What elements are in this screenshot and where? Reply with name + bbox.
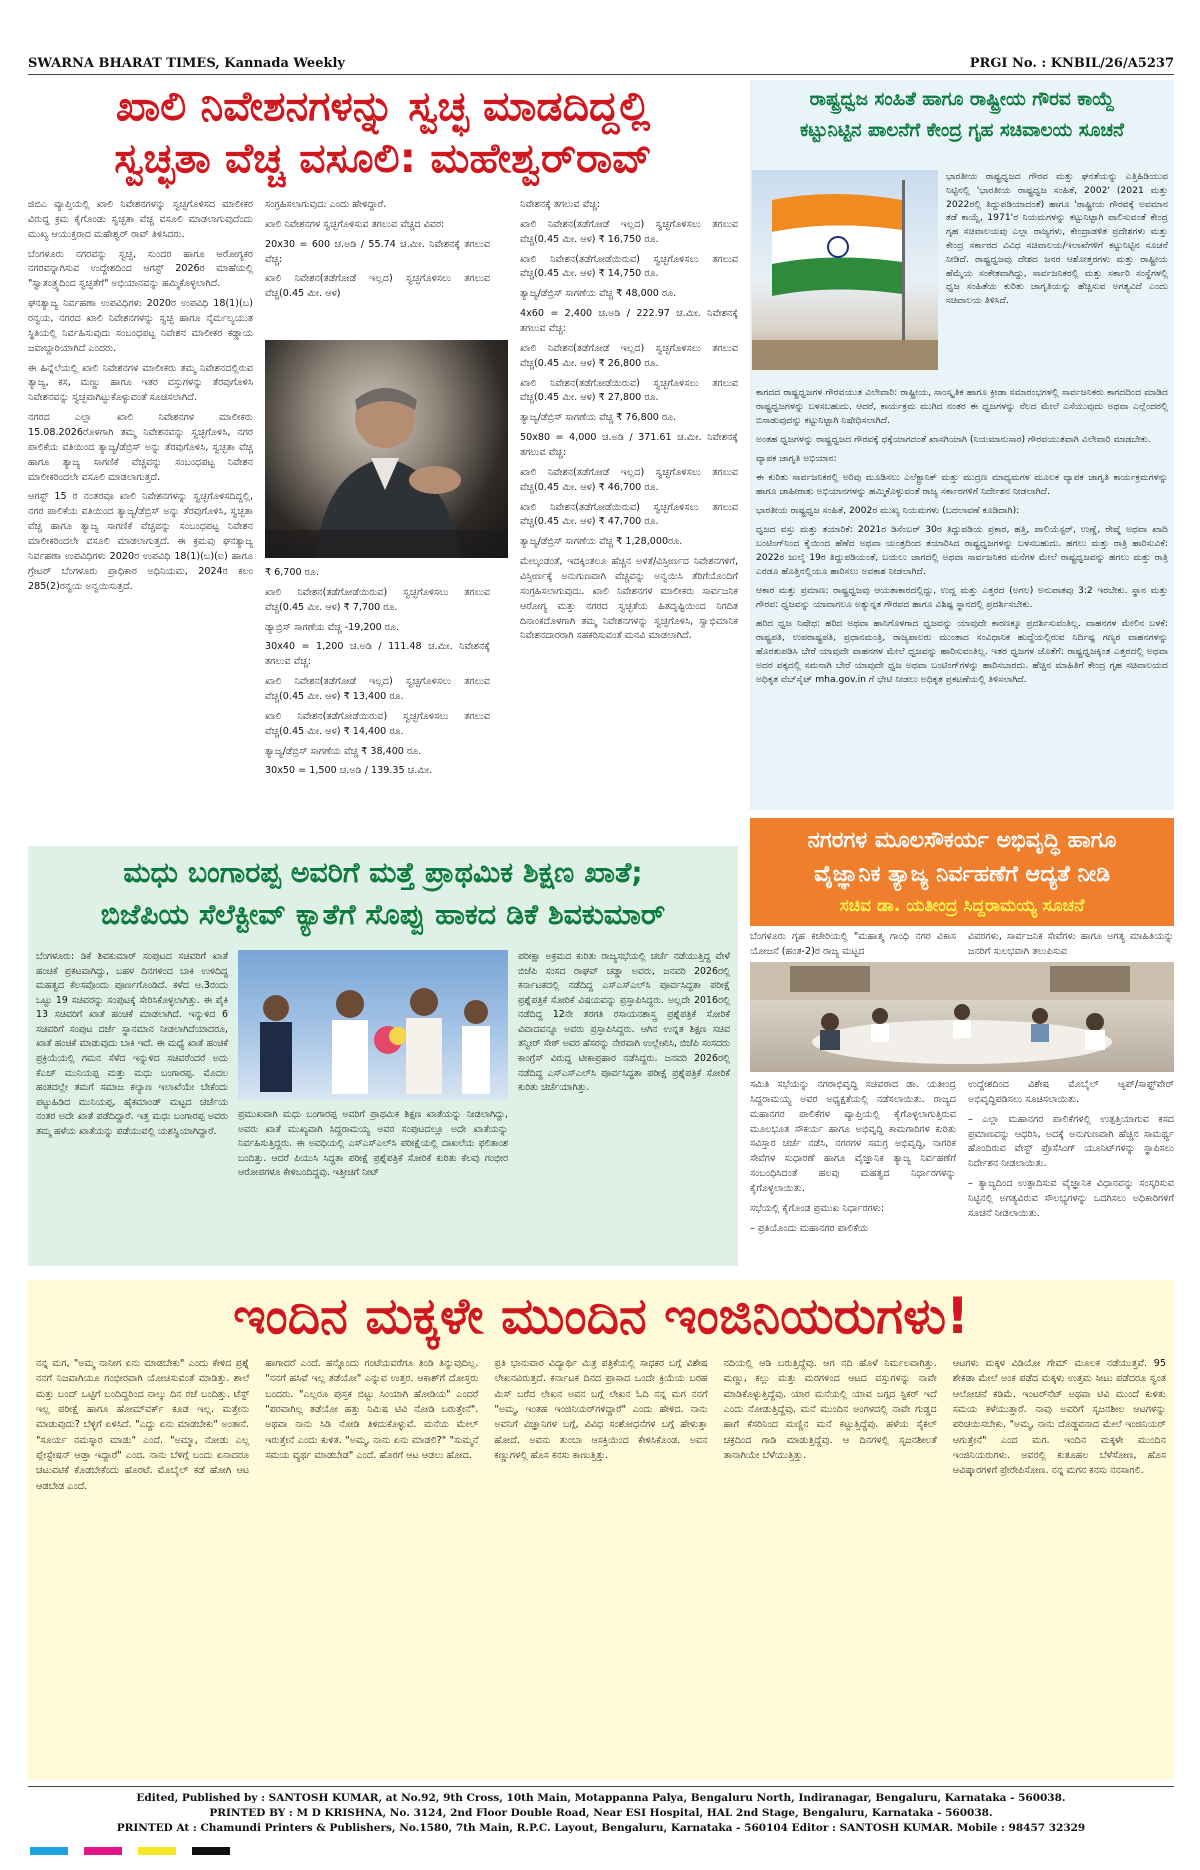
imprint-footer <box>28 1786 1174 1836</box>
paragraph: ಖಾಲಿ ನಿವೇಶನ(ತಡೆಗೋಡೆ ಇಲ್ಲದ) ಸ್ವಚ್ಛಗೊಳಿಸಲು ತಗಲುವ ವೆಚ್ಚ(0.45 ಮೀ. ಆಳ) <box>265 273 490 300</box>
paragraph: 20x30 = 600 ಚ.ಅಡಿ / 55.74 ಚ.ಮೀ. ನಿವೇಶನಕ್ಕೆ ತಗಲುವ ವೆಚ್ಚ: <box>265 238 490 265</box>
paragraph: 4x60 = 2,400 ಚ.ಅಡಿ / 222.97 ಚ.ಮೀ. ನಿವೇಶನಕ್ಕೆ ತಗಲುವ ವೆಚ್ಚ: <box>520 308 738 335</box>
headline-line-2: ಬಿಜೆಪಿಯ ಸೆಲೆಕ್ಟೀವ್ ಕ್ಯಾತೆಗೆ ಸೊಪ್ಪು ಹಾಕದ ಡಿಕೆ ಶಿವಕುಮಾರ್ <box>100 898 666 931</box>
paragraph: ಸಮಿತಿ ಸಭೆಯನ್ನು ನಗರಾಭಿವೃದ್ಧಿ ಸಚಿವರಾದ ಡಾ. ಯತೀಂದ್ರ ಸಿದ್ದರಾಮಯ್ಯ ಅವರ ಅಧ್ಯಕ್ಷತೆಯಲ್ಲಿ ನಡೆಸಲಾಯಿತು. ರಾಜ್ಯದ ಮಹಾನಗರ ಪಾಲಿಕೆಗಳ ವ್ಯಾಪ್ತಿಯಲ್ಲಿ ಕೈಗೊಳ್ಳಲಾಗುತ್ತಿರುವ ಮೂಲಭೂತ ಸೌಕರ್ಯ ಹಾಗೂ ಅಭಿವೃದ್ಧಿ ಕಾಮಗಾರಿಗಳ ಕುರಿತು ಸವಿಸ್ತಾರ ಚರ್ಚೆ ನಡೆಸಿ, ನಗರಗಳ ಸಮಗ್ರ ಅಭಿವೃದ್ಧಿ, ನಾಗರಿಕ ಸೇವೆಗಳ ಸುಧಾರಣೆ ಹಾಗೂ ವೈಜ್ಞಾನಿಕ ತ್ಯಾಜ್ಯ ನಿರ್ವಹಣೆಗೆ ಸಂಬಂಧಿಸಿದಂತೆ ಹಲವು ಮಹತ್ವದ ನಿರ್ಧಾರಗಳನ್ನು ಕೈಗೊಳ್ಳಲಾಯಿತು. <box>750 1079 956 1195</box>
paragraph: ಬೆಂಗಳೂರು ನಗರವನ್ನು ಸ್ವಚ್ಛ, ಸುಂದರ ಹಾಗೂ ಆರೋಗ್ಯಕರ ನಗರವನ್ನಾಗಿಸುವ ಉದ್ದೇಶದಿಂದ ಆಗಸ್ಟ್ 2026ರ ಮಾಹೆಯಲ್ಲಿ "ಸ್ವಾತಂತ್ರ್ಯದಿಂದ ಸ್ವಚ್ಛತೆಗೆ" ಅಭಿಯಾನವನ್ನು ಹಮ್ಮಿಕೊಳ್ಳಲಾಗಿದೆ. <box>28 248 253 290</box>
paragraph: ಈ ಕುರಿತು ಸಾರ್ವಜನಿಕರಲ್ಲಿ ಅರಿವು ಮೂಡಿಸಲು ಎಲೆಕ್ಟ್ರಾನಿಕ್ ಮತ್ತು ಮುದ್ರಣ ಮಾಧ್ಯಮಗಳ ಮೂಲಕ ವ್ಯಾಪಕ ಜಾಗೃತಿ ಕಾರ್ಯಕ್ರಮಗಳನ್ನು ಹಾಗೂ ಜಾಹೀರಾತು ಅಭಿಯಾನಗಳನ್ನು ಹಮ್ಮಿಕೊಳ್ಳುವಂತೆ ರಾಜ್ಯ ಸರ್ಕಾರಗಳಿಗೆ ನಿರ್ದೇಶನ ನೀಡಲಾಗಿದೆ. <box>756 471 1168 497</box>
paragraph: ತ್ಯಾಜ್ಯ/ಡೆಬ್ರಿಸ್ ಸಾಗಣೆಯ ವೆಚ್ಚ ₹ 38,400 ರೂ. <box>265 745 422 757</box>
paragraph: ನದಿಯಲ್ಲಿ ಆಡಿ ಬರುತ್ತಿದ್ದೆವು. ಆಗ ನದಿ ಹೊಳೆ ನಿರ್ಮಲವಾಗಿತ್ತು. ಮಣ್ಣು, ಕಲ್ಲು ಮತ್ತು ಮರಗಳಿಂದ ಆಟದ ವಸ್ತುಗಳನ್ನು ನಾವೇ ಮಾಡಿಕೊಳ್ಳುತ್ತಿದ್ದೆವು. ಯಾರ ಮನೆಯಲ್ಲಿ ಯಾವ ಬಗ್ಗದ ಸ್ಟಿಕರ್ ಇದೆ ಎಂದು ನೋಡುತ್ತಿದ್ದೆವು. ಮನೆ ಮುಂದಿನ ಅಂಗಳದಲ್ಲಿ ನಾವೇ ಗುಡ್ಡದ ಹಾಗೆ ಕೆಸರಿನಿಂದ ಮಣ್ಣಿನ ಮನೆ ಕಟ್ಟುತ್ತಿದ್ದೆವು. ಹಳೆಯ ಸೈಕಲ್ ಚಕ್ರದಿಂದ ಗಾಡಿ ಮಾಡುತ್ತಿದ್ದೆವು. ಆ ದಿನಗಳಲ್ಲಿ ಸೃಜನಶೀಲತೆ ತಾನಾಗಿಯೇ ಬೆಳೆಯುತ್ತಿತ್ತು. <box>723 1358 937 1462</box>
person-speaking-illustration <box>265 340 508 558</box>
paragraph: ಖಾಲಿ ನಿವೇಶನ(ತಡೆಗೋಡೆಯಿರುವ) ಸ್ವಚ್ಛಗೊಳಿಸಲು ತಗಲುವ ವೆಚ್ಚ(0.45 ಮೀ. ಆಳ) ₹ 47,700 ರೂ. <box>520 501 738 528</box>
article-urban-infra-intro-right <box>968 930 1174 958</box>
color-swatch-yellow <box>138 1847 176 1855</box>
article-education-portfolio-col-left <box>36 950 228 1260</box>
paragraph: 30x50 = 1,500 ಚ.ಅಡಿ / 139.35 ಚ.ಮೀ. <box>265 765 433 777</box>
color-swatch-black <box>192 1847 230 1855</box>
paragraph: ಉದ್ದೇಶದಿಂದ ವಿಶೇಷ ಮೊಬೈಲ್ ಆ್ಯಪ್/ಸಾಫ್ಟ್‌ವೇರ್ ಅಭಿವೃದ್ಧಿಪಡಿಸಲು ಸೂಚಿಸಲಾಯಿತು. <box>968 1079 1174 1105</box>
article-vacant-plots-col2-bottom <box>265 566 490 838</box>
color-swatch-magenta <box>84 1847 122 1855</box>
paragraph: ಪ್ರತಿ ಭಾನುವಾರ ವಿದ್ಯಾರ್ಥಿ ಮಿತ್ರ ಪತ್ರಿಕೆಯಲ್ಲಿ ಸಾಧಕರ ಬಗ್ಗೆ ವಿಶೇಷ ಲೇಖನವಿರುತ್ತದೆ. ಕರ್ನಾಟಕ ದಿನದ ಪ್ರಾಸಾದ ಒಂದೇ ಕ್ರಿಯೆಯ ಬರಹ ಮಿಸ್ ಬರೆದ ಲೇಖನ ಅವನ ಬಗ್ಗೆ ಲೇಖನ ಓದಿ ನನ್ನ ಮಗ ನನಗೆ "ಅಮ್ಮ, ಇಂತಹ ಇಂಜಿನಿಯರ್‌ಗಳಿದ್ದಾರೆ" ಎಂದು ಹೇಳಿದ. ನಾನು ಅವನಿಗೆ ವಿಜ್ಞಾನಿಗಳ ಬಗ್ಗೆ, ವಿವಿಧ ಸಂಶೋಧನೆಗಳ ಬಗ್ಗೆ ಹೇಳುತ್ತಾ ಹೋದೆ. ಅವನು ತುಂಬಾ ಆಸಕ್ತಿಯಿಂದ ಕೇಳಿಸಿಕೊಂಡ. ಅವನ ಕಣ್ಣುಗಳಲ್ಲಿ ಹೊಸ ಕನಸು ಕಾಣುತ್ತಿತ್ತು. <box>494 1358 708 1462</box>
paragraph: ಸಂಗ್ರಹಿಸಲಾಗುವುದು ಎಂದು ಹೇಳಿದ್ದಾರೆ. <box>265 199 387 210</box>
paragraph: ಆಗಸ್ಟ್ 15 ರ ನಂತರವೂ ಖಾಲಿ ನಿವೇಶನಗಳನ್ನು ಸ್ವಚ್ಛಗೊಳಿಸದಿದ್ದಲ್ಲಿ, ನಗರ ಪಾಲಿಕೆಯ ವತಿಯಿಂದ ತ್ಯಾಜ್ಯ/ಡೆಬ್ರಿಸ್ ಅನ್ನು ತೆರವುಗೊಳಿಸಿ, ಸ್ವಚ್ಛತಾ ವೆಚ್ಚ ಹಾಗೂ ತ್ಯಾಜ್ಯ ಸಾಗಣಿಕೆ ವೆಚ್ಚವನ್ನು ಸಂಬಂಧಪಟ್ಟ ನಿವೇಶನ ಮಾಲೀಕರಿಂದಲೇ ವಸೂಲಿ ಮಾಡಲಾಗುತ್ತದೆ. ಈ ಕ್ರಮವು ಘನತ್ಯಾಜ್ಯ ನಿರ್ವಹಣಾ ಉಪವಿಧಿಗಳು 2020ರ ಉಪವಿಧಿ 18(1)(ಬ)(ಐ) ಹಾಗೂ ಗ್ರೇಟರ್ ಬೆಂಗಳೂರು ಪ್ರಾಧಿಕಾರ ಅಧಿನಿಯಮ, 2024ರ ಕಲಂ 285(2)ರನ್ವಯ ಅನ್ವಯಿಸುತ್ತದೆ. <box>28 491 253 592</box>
article-flag-code-body <box>756 386 1168 806</box>
paragraph: ಖಾಲಿ ನಿವೇಶನಗಳ ಸ್ವಚ್ಛಗೊಳಿಸುವ ತಗಲುವ ವೆಚ್ಚದ ವಿವರ: <box>265 218 445 230</box>
intro-left-text: ಬೆಂಗಳೂರು ಗೃಹ ಕಚೇರಿಯಲ್ಲಿ "ಮಹಾತ್ಮ ಗಾಂಧಿ ನಗರ ವಿಕಾಸ ಯೋಜನೆ (ಹಂತ-2)ರ ರಾಜ್ಯ ಮಟ್ಟದ <box>750 931 956 957</box>
color-swatch-cyan <box>30 1847 68 1855</box>
article-flag-code-intro <box>946 170 1168 380</box>
article-education-portfolio <box>28 846 738 1266</box>
article-future-engineers-body <box>36 1356 1166 1774</box>
ministers-group-illustration <box>238 950 508 1100</box>
paragraph: ಖಾಲಿ ನಿವೇಶನ(ತಡೆಗೋಡೆಯಿರುವ) ಸ್ವಚ್ಛಗೊಳಿಸಲು ತಗಲುವ ವೆಚ್ಚ(0.45 ಮೀ. ಆಳ) ₹ 14,750 ರೂ. <box>520 253 738 280</box>
paragraph: 30x40 = 1,200 ಚ.ಅಡಿ / 111.48 ಚ.ಮೀ. ನಿವೇಶನಕ್ಕೆ ತಗಲುವ ವೆಚ್ಚ: <box>265 641 490 668</box>
paragraph: ಮೇಲ್ಕಂಡಂತೆ, ಇದಕ್ಕಿಂತಲೂ ಹೆಚ್ಚಿನ ಅಳತೆ/ವಿಸ್ತೀರ್ಣದ ನಿವೇಶನಗಳಿಗೆ, ವಿಸ್ತೀರ್ಣಕ್ಕೆ ಅನುಗುಣವಾಗಿ ವೆಚ್ಚವನ್ನು ಅನ್ವಯಿಸಿ ತೆರಿಗೆಯೊಂದಿಗೆ ಸಂಗ್ರಹಿಸಲಾಗುವುದು. ಖಾಲಿ ನಿವೇಶನಗಳ ಮಾಲೀಕರು ಸಾರ್ವಜನಿಕ ಆರೋಗ್ಯ ಮತ್ತು ನಗರದ ಸ್ವಚ್ಛತೆಯ ಹಿತದೃಷ್ಟಿಯಿಂದ ನಿಗದಿತ ದಿನಾಂಕದೊಳಗಾಗಿ ತಮ್ಮ ನಿವೇಶನಗಳನ್ನು ಸ್ವಚ್ಛಗೊಳಿಸಿ, ಸ್ವಾಭಿಮಾನಿಕ ನಿವೇಶನದಾರರಾಗಿ ಸಹಕರಿಸುವಂತೆ ಮನವಿ ಮಾಡಲಾಗಿದೆ. <box>520 556 738 642</box>
article-future-engineers-headline: ಇಂದಿನ ಮಕ್ಕಳೇ ಮುಂದಿನ ಇಂಜಿನಿಯರುಗಳು! <box>233 1287 969 1345</box>
paragraph: ಹರಿದ ಧ್ವಜ ನಿಷೇಧ: ಹರಿದ ಅಥವಾ ಹಾನಿಗೊಳಗಾದ ಧ್ವಜವನ್ನು ಯಾವುದೇ ಕಾರಣಕ್ಕೂ ಪ್ರದರ್ಶಿಸುವಂತಿಲ್ಲ. ವಾಹನಗಳ ಮೇಲಿನ ಬಳಕೆ: ರಾಷ್ಟ್ರಪತಿ, ಉಪರಾಷ್ಟ್ರಪತಿ, ಪ್ರಧಾನಮಂತ್ರಿ, ರಾಜ್ಯಪಾಲರು ಮುಂತಾದ ಸಂವಿಧಾನಿಕ ಹುದ್ದೆಯಲ್ಲಿರುವ ನಿರ್ದಿಷ್ಟ ಗಣ್ಯರ ವಾಹನಗಳನ್ನು ಹೊರತುಪಡಿಸಿ ಬೇರೆ ಯಾವುದೇ ವಾಹನಗಳ ಮೇಲೆ ಧ್ವಜವನ್ನು ಹಾರಿಸುವಂತಿಲ್ಲ. ಇತರ ಧ್ವಜಗಳ ಜೊತೆಗೆ: ರಾಷ್ಟ್ರಧ್ವಜಕ್ಕಿಂತ ಎತ್ತರದಲ್ಲಿ ಅಥವಾ ಅದರ ಪಕ್ಕದಲ್ಲಿ ಸಮನಾಗಿ ಬೇರೆ ಯಾವುದೇ ಧ್ವಜ ಅಥವಾ ಬಂಟಿಂಗ್‌ಗಳನ್ನು ಹಾರಿಸಬಾರದು. ಹೆಚ್ಚಿನ ಮಾಹಿತಿಗೆ ಕೇಂದ್ರ ಗೃಹ ಸಚಿವಾಲಯದ ಅಧಿಕೃತ ವೆಬ್‌ಸೈಟ್ mha.gov.in ಗೆ ಭೇಟಿ ನೀಡಲು ಅಧಿಕೃತ ಪ್ರಕಟಣೆಯಲ್ಲಿ ತಿಳಿಸಲಾಗಿದೆ. <box>756 617 1168 685</box>
paragraph: ಧ್ವಜದ ವಸ್ತು ಮತ್ತು ತಯಾರಿಕೆ: 2021ರ ಡಿಸೆಂಬರ್ 30ರ ತಿದ್ದುಪಡಿಯ ಪ್ರಕಾರ, ಹತ್ತಿ, ಪಾಲಿಯೆಸ್ಟರ್, ಉಣ್ಣೆ, ರೇಷ್ಮೆ ಅಥವಾ ಖಾದಿ ಬಂಟಿಂಗ್‌ನಿಂದ ಕೈಯಿಂದ ಹೆಣೆದ ಅಥವಾ ಯಂತ್ರದಿಂದ ತಯಾರಿಸಿದ ರಾಷ್ಟ್ರಧ್ವಜಗಳನ್ನು ಬಳಸಬಹುದು. ಹಗಲು ಮತ್ತು ರಾತ್ರಿ ಹಾರಿಸುವಿಕೆ: 2022ರ ಜುಲೈ 19ರ ತಿದ್ದುಪಡಿಯಂತೆ, ಬಯಲು ಜಾಗದಲ್ಲಿ ಅಥವಾ ಸಾರ್ವಜನಿಕರ ಮನೆಗಳ ಮೇಲೆ ರಾಷ್ಟ್ರಧ್ವಜವನ್ನು ಹಗಲು ಮತ್ತು ರಾತ್ರಿ ಎರಡೂ ಹೊತ್ತಿನಲ್ಲಿಯೂ ಹಾರಿಸಲು ಅವಕಾಶ ನೀಡಲಾಗಿದೆ. <box>756 523 1168 577</box>
article-urban-infra-intro-left <box>750 930 956 958</box>
headline-line-2: ಕಟ್ಟುನಿಟ್ಟಿನ ಪಾಲನೆಗೆ ಕೇಂದ್ರ ಗೃಹ ಸಚಿವಾಲಯ ಸೂಚನೆ <box>799 120 1125 141</box>
paragraph: ಘನತ್ಯಾಜ್ಯ ನಿರ್ವಹಣಾ ಉಪವಿಧಿಗಳು 2020ರ ಉಪವಿಧಿ 18(1)(ಬ) ರನ್ವಯ, ನಗರದ ಖಾಲಿ ನಿವೇಶನಗಳನ್ನು ಸ್ವಚ್ಛ ಹಾಗೂ ನೈರ್ಮಲ್ಯಯುತ ಸ್ಥಿತಿಯಲ್ಲಿ ನಿರ್ವಹಿಸುವುದು ಸಂಬಂಧಪಟ್ಟ ನಿವೇಶನ ಮಾಲೀಕರ ಕಡ್ಡಾಯ ಜವಾಬ್ದಾರಿಯಾಗಿದೆ ಎಂದರು. <box>28 298 253 354</box>
paragraph: ಸಭೆಯಲ್ಲಿ ಕೈಗೊಂಡ ಪ್ರಮುಖ ನಿರ್ಧಾರಗಳು: <box>750 1202 885 1214</box>
paragraph: ಖಾಲಿ ನಿವೇಶನ(ತಡೆಗೋಡೆ ಇಲ್ಲದ) ಸ್ವಚ್ಛಗೊಳಿಸಲು ತಗಲುವ ವೆಚ್ಚ(0.45 ಮೀ. ಆಳ) ₹ 26,800 ರೂ. <box>520 342 738 369</box>
article-flag-code <box>750 80 1174 810</box>
flag-intro-text: ಭಾರತೀಯ ರಾಷ್ಟ್ರಧ್ವಜದ ಗೌರವ ಮತ್ತು ಘನತೆಯನ್ನು ಎತ್ತಿಹಿಡಿಯುವ ನಿಟ್ಟಿನಲ್ಲಿ 'ಭಾರತೀಯ ರಾಷ್ಟ್ರಧ್ವಜ ಸಂಹಿತೆ, 2002' (2021 ಮತ್ತು 2022ರಲ್ಲಿ ತಿದ್ದುಪಡಿಯಾದಂತೆ) ಹಾಗೂ 'ರಾಷ್ಟ್ರೀಯ ಗೌರವಕ್ಕೆ ಅವಮಾನ ತಡೆ ಕಾಯ್ದೆ, 1971'ರ ನಿಯಮಗಳನ್ನು ಕಟ್ಟುನಿಟ್ಟಾಗಿ ಪಾಲಿಸುವಂತೆ ಕೇಂದ್ರ ಗೃಹ ಸಚಿವಾಲಯವು ಎಲ್ಲಾ ರಾಜ್ಯಗಳು, ಕೇಂದ್ರಾಡಳಿತ ಪ್ರದೇಶಗಳು ಮತ್ತು ಕೇಂದ್ರ ಸರ್ಕಾರದ ವಿವಿಧ ಸಚಿವಾಲಯ/ಇಲಾಖೆಗಳಿಗೆ ಕಟ್ಟುನಿಟ್ಟಿನ ಸೂಚನೆ ನೀಡಿದೆ. ರಾಷ್ಟ್ರಧ್ವಜವು ದೇಶದ ಜನರ ಆಶೋತ್ತರಗಳು ಮತ್ತು ರಾಷ್ಟ್ರೀಯ ಹೆಮ್ಮೆಯ ಸಂಕೇತವಾಗಿದ್ದು, ಸಾರ್ವಜನಿಕರಲ್ಲಿ ಮತ್ತು ಸರ್ಕಾರಿ ಸಂಸ್ಥೆಗಳಲ್ಲಿ ಧ್ವಜ ಸಂಹಿತೆಯ ಕುರಿತು ಜಾಗೃತಿಯನ್ನು ಹೆಚ್ಚಿಸುವ ಅಗತ್ಯವಿದೆ ಎಂದು ಸಚಿವಾಲಯ ತಿಳಿಸಿದೆ. <box>946 171 1168 307</box>
paragraph: – ಪ್ರತಿಯೊಂದು ಮಹಾನಗರ ಪಾಲಿಕೆಯ <box>750 1222 868 1234</box>
article-education-portfolio-col-right <box>518 950 730 1260</box>
article-flag-code-headline <box>750 84 1174 146</box>
meeting-photo <box>750 962 1174 1072</box>
paragraph: ನಗರದ ಎಲ್ಲಾ ಖಾಲಿ ನಿವೇಶನಗಳ ಮಾಲೀಕರು 15.08.2026ರೊಳಗಾಗಿ ತಮ್ಮ ನಿವೇಶನವನ್ನು ಸ್ವಚ್ಛಗೊಳಿಸಿ, ನಗರ ಪಾಲಿಕೆಯ ವತಿಯಿಂದ ತ್ಯಾಜ್ಯ/ಡೆಬ್ರಿಸ್ ಅನ್ನು ತೆರವುಗೊಳಿಸಿ, ಸ್ವಚ್ಛತಾ ವೆಚ್ಚ ಹಾಗೂ ತ್ಯಾಜ್ಯ ಸಾಗಣಿಕೆ ವೆಚ್ಚವನ್ನು ಸಂಬಂಧಪಟ್ಟ ನಿವೇಶನ ಮಾಲೀಕರಿಂದಲೇ ವಸೂಲಿ ಮಾಡಲಾಗುತ್ತದೆ. <box>28 412 253 483</box>
article-vacant-plots-col1 <box>28 198 253 838</box>
paragraph: ಹಾಗಾದರೆ ಎಂದೆ. ಹನ್ನೊಂದು ಗಂಟೆಯವರೆಗೂ ತಿಂಡಿ ತಿನ್ನುವುದಿಲ್ಲ. "ನನಗೆ ಹಸಿವೆ ಇಲ್ಲ ತಡೆಯೋ" ಎನ್ನುವ ಉತ್ತರ. ಆಕಾಶ್‌ಗೆ ದೋಸ್ತರು ಬಂದರು. "ಎಲ್ಲರೂ ಪುಸ್ತಕ ಬಿಟ್ಟು ಸಿಂಯಾಗಿ ಹೋಡಿಯ" ಎಂದರೆ "ಪರವಾಗಿಲ್ಲ ತಡೆಯೋ ಹತ್ತು ನಿಮಿಷ ಟಿವಿ ನೋಡಿ ಬರುತ್ತೇನೆ". ಅಥವಾ ನಾನು ಸಿಡಿ ನೋಡಿ ತಿಳಿದುಕೊಳ್ಳುವೆ. ಮನೆಯ ಮೇಲ್ ಇರುತ್ತೇನೆ ಎಂದು ಕುಳಿತ. "ಅಮ್ಮ, ನಾನು ಏನು ಮಾಡಲಿ?" "ಸುಮ್ಮನೆ ಸಮಯ ವ್ಯರ್ಥ ಮಾಡಬೇಡ" ಎಂದೆ. ಹೊರಗೆ ಆಟ ಆಡಲು ಹೋದ. <box>265 1358 479 1462</box>
article-education-portfolio-under-photo <box>238 1108 508 1260</box>
paragraph: ಖಾಲಿ ನಿವೇಶನ(ತಡೆಗೋಡೆ ಇಲ್ಲದ) ಸ್ವಚ್ಛಗೊಳಿಸಲು ತಗಲುವ ವೆಚ್ಚ(0.45 ಮೀ. ಆಳ) ₹ 46,700 ರೂ. <box>520 466 738 493</box>
newspaper-page <box>28 0 1174 1870</box>
headline-line-1: ನಗರಗಳ ಮೂಲಸೌಕರ್ಯ ಅಭಿವೃದ್ಧಿ ಹಾಗೂ <box>807 828 1117 853</box>
paragraph: – ತ್ಯಾಜ್ಯದಿಂದ ಉತ್ಪಾದಿಸುವ ವೈಜ್ಞಾನಿಕ ವಿಧಾನವನ್ನು ಸಂಸ್ಕರಿಸುವ ನಿಟ್ಟಿನಲ್ಲಿ ಅಗತ್ಯವಿರುವ ಸೌಲಭ್ಯಗಳನ್ನು ಒದಗಿಸಲು ಅಧಿಕಾರಿಗಳಿಗೆ ಸೂಚನೆ ನೀಡಲಾಯಿತು. <box>968 1178 1174 1219</box>
imprint-line-2: PRINTED BY : M D KRISHNA, No. 3124, 2nd Floor Double Road, Near ESI Hospital, HAL 2nd Stage, Bengaluru, Karnataka - 560038. <box>209 1807 993 1819</box>
headline-line-2: ವೈಜ್ಞಾನಿಕ ತ್ಯಾಜ್ಯ ನಿರ್ವಹಣೆಗೆ ಆದ್ಯತೆ ನೀಡಿ <box>814 862 1110 887</box>
paragraph: ಡ್ಯಾಬ್ರಿಸ್ ಸಾಗಣೆಯ ವೆಚ್ಚ -19,200 ರೂ. <box>265 621 400 633</box>
national-flag-photo <box>752 170 938 370</box>
article-urban-infra-headline <box>750 824 1174 892</box>
masthead <box>28 52 1174 75</box>
paragraph: ತ್ಯಾಜ್ಯ/ಡೆಬ್ರಿಸ್ ಸಾಗಣೆಯ ವೆಚ್ಚ ₹ 1,28,000ರೂ. <box>520 536 683 548</box>
paragraph: ಜಿಬಿಎ ವ್ಯಾಪ್ತಿಯಲ್ಲಿ ಖಾಲಿ ನಿವೇಶನಗಳನ್ನು ಸ್ವಚ್ಛಗೊಳಿಸದ ಮಾಲೀಕರ ವಿರುದ್ಧ ಕ್ರಮ ಕೈಗೊಂಡು ಸ್ವಚ್ಛತಾ ವೆಚ್ಚ ವಸೂಲಿ ಮಾಡಲಾಗುವುದೆಂದು ಮುಖ್ಯ ಆಯುಕ್ತರಾದ ಮಹೇಶ್ವರ್ ರಾವ್ ತಿಳಿಸಿದರು. <box>28 199 253 240</box>
education-middle-text: ಪ್ರಮುಖವಾಗಿ ಮಧು ಬಂಗಾರಪ್ಪ ಅವರಿಗೆ ಪ್ರಾಥಮಿಕ ಶಿಕ್ಷಣ ಖಾತೆಯನ್ನು ನೀಡಲಾಗಿದ್ದು, ಅವರು ಖಾತೆ ಮುಖ್ಯವಾಗಿ ಸಿದ್ದರಾಮಯ್ಯ ಅವರ ಸಂಪುಟದಲ್ಲೂ ಅದೇ ಖಾತೆಯನ್ನು ನಿರ್ವಹಿಸುತ್ತಿದ್ದರು. ಈ ಅವಧಿಯಲ್ಲಿ ಎಸ್‌ಎಸ್‌ಎಲ್‌ಸಿ ಪರೀಕ್ಷೆಯಲ್ಲಿ ದಾಖಲೆಯ ಫಲಿತಾಂಶ ಬಂದಿತ್ತು. ಆದರೆ ಪಿಯುಸಿ ಸಿದ್ದತಾ ಪರೀಕ್ಷೆ ಪ್ರಶ್ನೆಪತ್ರಿಕೆ ಸೋರಿಕೆ ಕುರಿತು ಕೆಲವು ಗಂಭೀರ ಆರೋಪಗಳೂ ಕೇಳಿಬಂದಿದ್ದವು. ಇತ್ತೀಚಿಗೆ ನೀಟ್ <box>238 1109 508 1179</box>
article-future-engineers <box>28 1280 1174 1780</box>
article-urban-infra-body-left <box>750 1078 956 1278</box>
paragraph: ವ್ಯಾಪಕ ಜಾಗೃತಿ ಅಭಿಯಾನ: <box>756 452 837 464</box>
headline-line-2: ಸ್ವಚ್ಛತಾ ವೆಚ್ಚ ವಸೂಲಿ: ಮಹೇಶ್ವರ್‌ರಾವ್ <box>114 134 652 182</box>
article-vacant-plots-headline <box>28 80 738 184</box>
education-right-text: ಪರೀಕ್ಷಾ ಅಕ್ರಮದ ಕುರಿತು ರಾಜ್ಯಸಭೆಯಲ್ಲಿ ಚರ್ಚೆ ನಡೆಯುತ್ತಿದ್ದ ವೇಳೆ ಬಿಜೆಪಿ ಸಂಸದ ರಾಘವ್ ಚಡ್ಡಾ ಅವರು, ಜನವರಿ 2026ರಲ್ಲಿ ಕರ್ನಾಟಕದಲ್ಲಿ ನಡೆದಿದ್ದ ಎಸ್‌ಎಸ್‌ಎಲ್‌ಸಿ ಪೂರ್ವಸಿದ್ಧತಾ ಪರೀಕ್ಷೆ ಪ್ರಶ್ನೆಪತ್ರಿಕೆ ಸೋರಿಕೆ ವಿಷಯವನ್ನು ಪ್ರಸ್ತಾಪಿಸಿದ್ದರು. ಅಲ್ಲದೇ 2016ರಲ್ಲಿ ನಡೆದಿದ್ದ 12ನೇ ತರಗತಿ ರಸಾಯನಶಾಸ್ತ್ರ ಪ್ರಶ್ನೆಪತ್ರಿಕೆ ಸೋರಿಕೆ ವಿವಾದವನ್ನೂ ಅವರು ಪ್ರಸ್ತಾಪಿಸಿದ್ದರು. ಆಗಿನ ಉನ್ನತ ಶಿಕ್ಷಣ ಸಚಿವ ತನ್ವೀರ್ ಸೇಠ್ ಅವರ ಹೆಸರನ್ನು ನೇರವಾಗಿ ಉಲ್ಲೇಖಿಸಿ, ಬಿಜೆಪಿ ಸಂಸದರು ಕಾಂಗ್ರೆಸ್ ವಿರುದ್ಧ ಟೀಕಾಪ್ರಹಾರ ನಡೆಸಿದ್ದರು. ಜನವರಿ 2026ರಲ್ಲಿ ನಡೆದಿದ್ದ ಎಸ್‌ಎಸ್‌ಎಲ್‌ಸಿ ಪೂರ್ವಸಿದ್ಧತಾ ಪರೀಕ್ಷೆ ಪ್ರಶ್ನೆಪತ್ರಿಕೆ ಸೋರಿಕೆ ಕುರಿತು ಚರ್ಚೆಯಾಗಿತ್ತು. <box>518 951 730 1094</box>
paragraph: ತ್ಯಾಜ್ಯ/ಡೆಬ್ರಿಸ್ ಸಾಗಣೆಯ ವೆಚ್ಚ ₹ 48,000 ರೂ. <box>520 288 677 300</box>
paragraph: ಖಾಲಿ ನಿವೇಶನ(ತಡೆಗೋಡೆಯಿರುವ) ಸ್ವಚ್ಛಗೊಳಿಸಲು ತಗಲುವ ವೆಚ್ಚ(0.45 ಮೀ. ಆಳ) ₹ 7,700 ರೂ. <box>265 586 490 613</box>
paragraph: ಭಾರತೀಯ ರಾಷ್ಟ್ರಧ್ವಜ ಸಂಹಿತೆ, 2002ರ ಮುಖ್ಯ ನಿಯಮಗಳು (ಬದಲಾವಣೆ ಕೂಡಿದಾಗಿ): <box>756 504 1020 516</box>
paragraph: ನಿವೇಶನಕ್ಕೆ ತಗಲುವ ವೆಚ್ಚ: <box>520 199 600 210</box>
paragraph: ನನ್ನ ಮಗ, "ಅಮ್ಮ ನಾನೀಗ ಏನು ಮಾಡಬೇಕು" ಎಂದು ಕೇಳಿದ ಪ್ರಶ್ನೆ ನನಗೆ ನಿಜವಾಗಿಯೂ ಗಂಭೀರವಾಗಿ ಯೋಚಿಸುವಂತೆ ಮಾಡಿತ್ತು. ಶಾಲೆ ಮತ್ತು ಬಂದ್ ಒಟ್ಟಿಗೆ ಬಂದಿದ್ದರಿಂದ ನಾಲ್ಕು ದಿನ ರಜೆ ಬಂದಿತ್ತು. ಟೆಸ್ಟ್ ಇಲ್ಲ ಪರೀಕ್ಷೆ ಹಾಗೂ ಹೋಮ್‌ವರ್ಕ್ ಕೂಡ ಇಲ್ಲ. ಮತ್ತೇನು ಮಾಡುವುದು? ಬೆಳ್ಳಿಗೆ ಏಳಿಸಿದೆ. "ಎದ್ದು ಏನು ಮಾಡಬೇಕು" ಅಂತಾನೆ. "ಸೂರ್ಯ ನಮಸ್ಕಾರ ಮಾಡು" ಎಂದೆ. "ಅಮ್ಮಾ, ನೋಡು ಎಲ್ಲ ಪ್ಲೇಸ್ಟೇಷನ್ ಆಡ್ತಾ ಇದ್ದಾರೆ" ಎಂದ. ನಾನು ಬೆಳಿಗ್ಗೆ ಬಂದು ಏನಾದರೂ ಚಟುವಟಿಕೆ ಕೊಡಬೇಕೆಂದು ಹೊರಟೆ. ಮೊಬೈಲ್ ಕಡೆ ಹೋಗಿ ಆಟ ಆಡಬೇಡ ಎಂದೆ. <box>36 1358 250 1492</box>
paragraph: ಅಂತಹ ಧ್ವಜಗಳನ್ನು ರಾಷ್ಟ್ರಧ್ವಜದ ಗೌರವಕ್ಕೆ ಧಕ್ಕೆಯಾಗದಂತೆ ಖಾಸಗಿಯಾಗಿ (ನಿಯಮಾನುಸಾರ) ಗೌರವಯುತವಾಗಿ ವಿಲೇವಾರಿ ಮಾಡಬೇಕು. <box>756 433 1151 445</box>
paragraph: ಈ ಹಿನ್ನೆಲೆಯಲ್ಲಿ ಖಾಲಿ ನಿವೇಶನಗಳ ಮಾಲೀಕರು ತಮ್ಮ ನಿವೇಶನದಲ್ಲಿರುವ ತ್ಯಾಜ್ಯ, ಕಸ, ಮಣ್ಣು ಹಾಗೂ ಇತರ ವಸ್ತುಗಳನ್ನು ತೆರವುಗೊಳಿಸಿ ನಿವೇಶನವನ್ನು ಸ್ವಚ್ಛವಾಗಿಟ್ಟುಕೊಳ್ಳುವಂತೆ ಸೂಚಿಸಲಾಗಿದೆ. <box>28 362 253 404</box>
headline-line-1: ಮಧು ಬಂಗಾರಪ್ಪ ಅವರಿಗೆ ಮತ್ತೆ ಪ್ರಾಥಮಿಕ ಶಿಕ್ಷಣ ಖಾತೆ; <box>123 856 643 889</box>
article-urban-infra-header <box>750 818 1174 926</box>
registration-number: PRGI No. : KNBIL/26/A5237 <box>969 55 1174 71</box>
paragraph: 50x80 = 4,000 ಚ.ಅಡಿ / 371.61 ಚ.ಮೀ. ನಿವೇಶನಕ್ಕೆ ತಗಲುವ ವೆಚ್ಚ: <box>520 432 738 459</box>
paper-name: SWARNA BHARAT TIMES, Kannada Weekly <box>28 55 345 71</box>
headline-line-1: ರಾಷ್ಟ್ರಧ್ವಜ ಸಂಹಿತೆ ಹಾಗೂ ರಾಷ್ಟ್ರೀಯ ಗೌರವ ಕಾಯ್ದೆ <box>809 89 1115 110</box>
paragraph: ₹ 6,700 ರೂ. <box>265 567 319 578</box>
article-education-portfolio-headline <box>28 852 738 936</box>
paragraph: ಖಾಲಿ ನಿವೇಶನ(ತಡೆಗೋಡೆಯಿರುವ) ಸ್ವಚ್ಛಗೊಳಿಸಲು ತಗಲುವ ವೆಚ್ಚ(0.45 ಮೀ. ಆಳ) ₹ 14,400 ರೂ. <box>265 710 490 737</box>
article-vacant-plots-col2-top <box>265 198 490 348</box>
paragraph: ಖಾಲಿ ನಿವೇಶನ(ತಡೆಗೋಡೆಯಿರುವ) ಸ್ವಚ್ಛಗೊಳಿಸಲು ತಗಲುವ ವೆಚ್ಚ(0.45 ಮೀ. ಆಳ) ₹ 27,800 ರೂ. <box>520 377 738 404</box>
paragraph: – ಎಲ್ಲಾ ಮಹಾನಗರ ಪಾಲಿಕೆಗಳಲ್ಲಿ ಉತ್ಪತ್ತಿಯಾಗುವ ಕಸದ ಪ್ರಮಾಣವನ್ನು ಆಧರಿಸಿ, ಅದಕ್ಕೆ ಅನುಗುಣವಾಗಿ ಹೆಚ್ಚಿನ ಸಾಮರ್ಥ್ಯ ಹೊಂದಿರುವ ವೇಸ್ಟ್ ಪ್ರೊಸೆಸಿಂಗ್ ಯೂನಿಟ್‌ಗಳನ್ನು ಸ್ಥಾಪಿಸಲು ನಿರ್ದೇಶನ ನೀಡಲಾಯಿತು. <box>968 1113 1174 1170</box>
tricolor-flag-illustration <box>752 170 938 370</box>
article-vacant-plots-col3 <box>520 198 738 838</box>
paragraph: ಆಟಗಳು ಮಕ್ಕಳ ವಿಡಿಯೋ ಗೇಮ್ ಮೂಲಕ ನಡೆಯುತ್ತವೆ. 95 ಶೇಕಡಾ ಮೇಲೆ ಅಂಕ ಪಡೆದ ಮಕ್ಕಳು ಉತ್ತಮ ಸೀಟು ಪಡೆದರೂ ಸ್ವಂತ ಆಲೋಚನೆ ಕಡಿಮೆ. ಇಂಟರ್‌ನೆಟ್ ಅಥವಾ ಟಿವಿ ಮುಂದೆ ಕುಳಿತು ಸಮಯ ಕಳೆಯುತ್ತಾರೆ. ನಾವು ಅವರಿಗೆ ಸೃಜನಶೀಲ ಆಟಗಳನ್ನು ಪರಿಚಯಿಸಬೇಕು. "ಅಮ್ಮ, ನಾನು ದೊಡ್ಡವನಾದ ಮೇಲೆ ಇಂಜಿನಿಯರ್ ಆಗುತ್ತೇನೆ" ಎಂದ ಮಗ. ಇಂದಿನ ಮಕ್ಕಳೇ ಮುಂದಿನ ಇಂಜಿನಿಯರುಗಳು. ಅವರಲ್ಲಿ ಕುತೂಹಲ ಬೆಳೆಸೋಣ, ಹೊಸ ಆವಿಷ್ಕಾರಗಳಿಗೆ ಪ್ರೇರೇಪಿಸೋಣ. ನನ್ನ ಮಗನ ಕನಸು ನನಸಾಗಲಿ. <box>952 1358 1166 1477</box>
paragraph: ತ್ಯಾಜ್ಯ/ಡೆಬ್ರಿಸ್ ಸಾಗಣೆಯ ವೆಚ್ಚ ₹ 76,800 ರೂ. <box>520 412 677 424</box>
paragraph: ಖಾಲಿ ನಿವೇಶನ(ತಡೆಗೋಡೆ ಇಲ್ಲದ) ಸ್ವಚ್ಛಗೊಳಿಸಲು ತಗಲುವ ವೆಚ್ಚ(0.45 ಮೀ. ಆಳ) ₹ 16,750 ರೂ. <box>520 218 738 245</box>
paragraph: ಖಾಲಿ ನಿವೇಶನ(ತಡೆಗೋಡೆ ಇಲ್ಲದ) ಸ್ವಚ್ಛಗೊಳಿಸಲು ತಗಲುವ ವೆಚ್ಚ(0.45 ಮೀ. ಆಳ) ₹ 13,400 ರೂ. <box>265 676 490 703</box>
article-urban-infra-body-right <box>968 1078 1174 1278</box>
headline-line-1: ಖಾಲಿ ನಿವೇಶನಗಳನ್ನು ಸ್ವಚ್ಛ ಮಾಡದಿದ್ದಲ್ಲಿ <box>115 82 651 130</box>
paragraph: ಆಕಾರ ಮತ್ತು ಪ್ರಮಾಣ: ರಾಷ್ಟ್ರಧ್ವಜವು ಆಯತಾಕಾರದಲ್ಲಿದ್ದು, ಉದ್ದ ಮತ್ತು ಎತ್ತರದ (ಅಗಲ) ಅನುಪಾತವು 3:2 ಇರಬೇಕು. ಸ್ಥಾನ ಮತ್ತು ಗೌರವ: ಧ್ವಜವನ್ನು ಯಾವಾಗಲೂ ಅತ್ಯುನ್ನತ ಗೌರವದ ಹಾಗೂ ವಿಶಿಷ್ಟ ಸ್ಥಾನದಲ್ಲಿ ಪ್ರದರ್ಶಿಸಬೇಕು. <box>756 584 1168 610</box>
article-urban-infra-subhead: ಸಚಿವ ಡಾ. ಯತೀಂದ್ರ ಸಿದ್ದರಾಮಯ್ಯ ಸೂಚನೆ <box>839 896 1085 916</box>
meeting-table-illustration <box>750 962 1174 1072</box>
ministers-photo <box>238 950 508 1100</box>
commissioner-photo <box>265 340 508 558</box>
education-left-text: ಬೆಂಗಳೂರು: ಡಿಕೆ ಶಿವಕುಮಾರ್ ಸಂಪುಟದ ಸಚಿವರಿಗೆ ಖಾತೆ ಹಂಚಿಕೆ ಪ್ರಕಟವಾಗಿದ್ದು, ಬಹಳ ದಿನಗಳಿಂದ ಬಾಕಿ ಉಳಿದಿದ್ದ ಮಹತ್ವದ ಕೆಲಸವೊಂದು ಪೂರ್ಣಗೊಂಡಿದೆ. ಕಳೆದ ಆ.3ರಂದು ಒಟ್ಟು 19 ಸಚಿವರನ್ನು ಸಂಪುಟಕ್ಕೆ ಸೇರಿಸಿಕೊಳ್ಳಲಾಗಿತ್ತು. ಈ ಪೈಕಿ 13 ಸಚಿವರಿಗೆ ಖಾತೆ ಹಂಚಿಕೆ ಮಾಡಲಾಗಿದೆ. ಇನ್ನುಳಿದ 6 ಸಚಿವರಿಗೆ ಸಂಪುಟ ದರ್ಜೆ ಸ್ಥಾನಮಾನ ನೀಡಲಾಗಿದೆಯಾದರೂ, ಖಾತೆ ಹಂಚಿಕೆ ಮಾಡುವುದು ಬಾಕಿ ಇದೆ. ಈ ಮಧ್ಯೆ ಖಾತೆ ಹಂಚಿಕೆ ಪ್ರಕ್ರಿಯೆಯಲ್ಲಿ ಗಮನ ಸೆಳೆದ ಇನ್ನುಳಿದ ಸಚಿವರೆಂದರೆ ಅದು ಕೆಎಚ್ ಮುನಿಯಪ್ಪ ಮತ್ತು ಮಧು ಬಂಗಾರಪ್ಪ. ಮೊದಲ ಹಂತದಲ್ಲೇ ತಮಗೆ ಸಮಾಜ ಕಲ್ಯಾಣ ಇಲಾಖೆಯೇ ಬೇಕೆಂದು ಪಟ್ಟುಹಿಡಿದ ಮುನಿಯಪ್ಪ, ಹೈಕಮಾಂಡ್ ಮಟ್ಟದ ಚರ್ಚೆಯ ನಂತರ ಅದೇ ಖಾತೆ ಪಡೆದಿದ್ದಾರೆ. ಇತ್ತ ಮಧು ಬಂಗಾರಪ್ಪ ಅವರು ತಮ್ಮ ಹಳೆಯ ಖಾತೆಯನ್ನು ಪಡೆಯುವಲ್ಲಿ ಯಶಸ್ವಿಯಾಗಿದ್ದಾರೆ. <box>36 951 228 1137</box>
imprint-line-3: PRINTED At : Chamundi Printers & Publishers, No.1580, 7th Main, R.P.C. Layout, Bengaluru, Karnataka - 560104 Editor : SANTOSH KUMAR. Mobile : 98457 32329 <box>116 1822 1086 1834</box>
imprint-line-1: Edited, Published by : SANTOSH KUMAR, at No.92, 9th Cross, 10th Main, Motappanna Palya, Bengaluru North, Indiranagar, Bengaluru, Karnataka - 560038. <box>136 1792 1066 1804</box>
article-vacant-plots <box>28 80 738 840</box>
intro-right-text: ವಿವರಗಳು, ಸಾರ್ವಜನಿಕ ಸೇವೆಗಳು ಹಾಗೂ ಅಗತ್ಯ ಮಾಹಿತಿಯನ್ನು ಜನರಿಗೆ ಸುಲಭವಾಗಿ ತಲುಪಿಸುವ <box>968 931 1174 957</box>
paragraph: ಕಾಗದದ ರಾಷ್ಟ್ರಧ್ವಜಗಳ ಗೌರವಯುತ ವಿಲೇವಾರಿ: ರಾಷ್ಟ್ರೀಯ, ಸಾಂಸ್ಕೃತಿಕ ಹಾಗೂ ಕ್ರೀಡಾ ಸಮಾರಂಭಗಳಲ್ಲಿ ಸಾರ್ವಜನಿಕರು ಕಾಗದದಿಂದ ಮಾಡಿದ ರಾಷ್ಟ್ರಧ್ವಜಗಳನ್ನು ಬಳಸಬಹುದು. ಆದರೆ, ಕಾರ್ಯಕ್ರಮ ಮುಗಿದ ನಂತರ ಈ ಧ್ವಜಗಳನ್ನು ನೆಲದ ಮೇಲೆ ಎಸೆಯುವುದು ಅಥವಾ ಎಲ್ಲೆಂದರಲ್ಲಿ ಬಿಸಾಡುವುದನ್ನು ಕಟ್ಟುನಿಟ್ಟಾಗಿ ನಿಷೇಧಿಸಲಾಗಿದೆ. <box>756 387 1168 426</box>
